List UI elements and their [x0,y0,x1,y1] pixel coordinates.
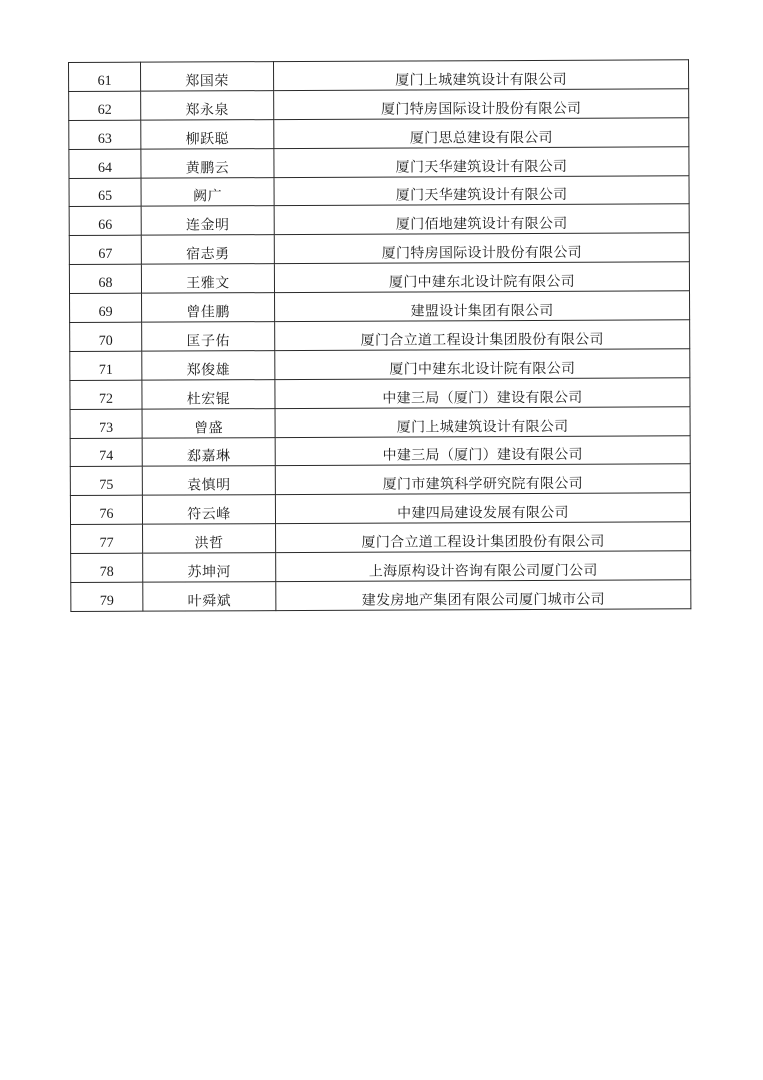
person-name-cell: 匡子佑 [142,322,275,351]
company-name-cell: 中建四局建设发展有限公司 [275,493,690,524]
person-name-cell: 郄嘉琳 [142,437,275,466]
row-number-cell: 64 [69,149,141,178]
table-row [69,118,689,150]
person-name-cell: 王雅文 [141,264,274,293]
row-number-cell: 77 [71,524,143,553]
table-row [71,580,691,612]
row-number-cell: 62 [69,91,141,120]
company-name-cell: 厦门佰地建筑设计有限公司 [274,204,689,235]
personnel-table [68,59,691,612]
person-name-cell: 曾盛 [142,408,275,437]
table-row [69,89,689,121]
person-name-cell: 郑永泉 [141,90,274,119]
row-number-cell: 68 [69,264,141,293]
row-number-cell: 63 [69,120,141,149]
company-name-cell: 厦门天华建筑设计有限公司 [274,146,689,177]
table-row [69,262,689,294]
company-name-cell: 厦门特房国际设计股份有限公司 [274,233,689,264]
company-name-cell: 上海原构设计咨询有限公司厦门公司 [276,551,691,582]
row-number-cell: 65 [69,178,141,207]
company-name-cell: 厦门上城建筑设计有限公司 [274,60,689,91]
company-name-cell: 中建三局（厦门）建设有限公司 [275,435,690,466]
person-name-cell: 曾佳鹏 [142,293,275,322]
table-row [70,378,690,410]
table-row [69,233,689,265]
person-name-cell: 柳跃聪 [141,119,274,148]
table-row [71,551,691,583]
person-name-cell: 郑国荣 [141,62,274,91]
person-name-cell: 郑俊雄 [142,351,275,380]
person-name-cell: 苏坤河 [143,553,276,582]
row-number-cell: 71 [70,351,142,380]
company-name-cell: 中建三局（厦门）建设有限公司 [275,378,690,409]
row-number-cell: 61 [69,62,141,91]
company-name-cell: 厦门思总建设有限公司 [274,118,689,149]
row-number-cell: 74 [70,438,142,467]
table-row [70,464,690,496]
row-number-cell: 79 [71,582,143,611]
company-name-cell: 厦门天华建筑设计有限公司 [274,175,689,206]
person-name-cell: 叶舜斌 [143,582,276,611]
row-number-cell: 66 [69,207,141,236]
personnel-table-body [69,60,691,612]
company-name-cell: 建盟设计集团有限公司 [275,291,690,322]
table-row [70,291,690,323]
table-row [70,435,690,467]
company-name-cell: 建发房地产集团有限公司厦门城市公司 [276,580,691,611]
table-row [69,204,689,236]
table-row [70,493,690,525]
person-name-cell: 杜宏锟 [142,379,275,408]
person-name-cell: 黄鹏云 [141,148,274,177]
person-name-cell: 袁慎明 [142,466,275,495]
table-row [71,522,691,554]
company-name-cell: 厦门市建筑科学研究院有限公司 [275,464,690,495]
table-row [69,146,689,178]
table-row [69,175,689,207]
company-name-cell: 厦门中建东北设计院有限公司 [274,262,689,293]
person-name-cell: 阙广 [141,177,274,206]
table-row [70,406,690,438]
person-name-cell: 符云峰 [142,495,275,524]
table-row [70,320,690,352]
row-number-cell: 75 [70,467,142,496]
company-name-cell: 厦门上城建筑设计有限公司 [275,406,690,437]
row-number-cell: 69 [70,293,142,322]
row-number-cell: 67 [69,236,141,265]
person-name-cell: 洪哲 [143,524,276,553]
company-name-cell: 厦门特房国际设计股份有限公司 [274,89,689,120]
row-number-cell: 73 [70,409,142,438]
table-row [70,349,690,381]
person-name-cell: 宿志勇 [141,235,274,264]
row-number-cell: 72 [70,380,142,409]
table-row [69,60,689,92]
company-name-cell: 厦门合立道工程设计集团股份有限公司 [276,522,691,553]
company-name-cell: 厦门中建东北设计院有限公司 [275,349,690,380]
row-number-cell: 70 [70,322,142,351]
row-number-cell: 78 [71,553,143,582]
row-number-cell: 76 [70,496,142,525]
company-name-cell: 厦门合立道工程设计集团股份有限公司 [275,320,690,351]
person-name-cell: 连金明 [141,206,274,235]
